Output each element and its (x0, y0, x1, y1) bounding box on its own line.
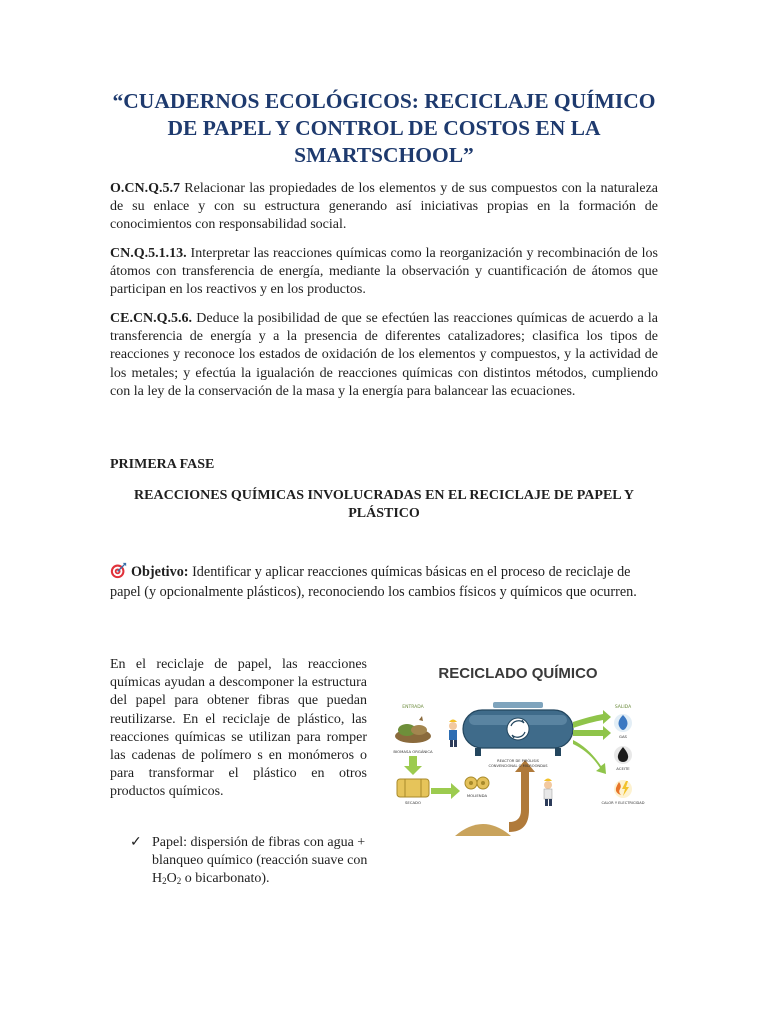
grinder-icon (465, 777, 489, 789)
objective-paragraph-3 (110, 310, 658, 401)
objective-paragraph-2 (110, 245, 658, 300)
objective-text: Relacionar las propiedades de los elementos y de sus compuestos con la naturaleza de su enlace y con su estructura generando así iniciativas propias en la formación de conocimientos con responsabilidad social. (110, 181, 658, 233)
checklist-text-end: o bicarbonato). (181, 871, 270, 887)
heat-electricity-icon (614, 780, 632, 798)
label-biomasa: BIOMASA ORGÁNICA (393, 749, 433, 754)
label-calor: CALOR Y ELECTRICIDAD (601, 801, 645, 805)
objective-text: Deduce la posibilidad de que se efectúen las reacciones químicas de acuerdo a la transferencia de energía y a la presencia de diferentes catalizadores; clasifica los tipos de reacciones y reconoce los estados de oxidación de los elementos y compuestos, y la actividad de los metales; y efectúa la igualación de reacciones químicas con distintos métodos, cumpliendo con la ley de la conservación de la masa y la energía para balancear las ecuaciones. (110, 311, 658, 399)
arrow-to-energy-icon (573, 740, 606, 774)
label-aceite: ACEITE (616, 766, 630, 771)
goal-text: Identificar y aplicar reacciones químicas básicas en el proceso de reciclaje de papel (y opcionalmente plásticos), reconociendo los cambios físicos y químicos que ocurren. (110, 564, 637, 600)
subscript: 2 (176, 876, 182, 887)
oil-drop-icon (614, 746, 632, 764)
brown-pipe-arrow-icon (509, 760, 535, 832)
subscript: 2 (162, 876, 167, 887)
phase-heading: PRIMERA FASE (110, 457, 215, 472)
goal-label: Objetivo: (131, 564, 189, 580)
chemical-recycling-infographic (383, 652, 653, 842)
arrow-right-icon (431, 783, 460, 799)
worker-icon (449, 720, 457, 748)
checklist-item (130, 834, 370, 891)
arrow-to-gas-icon (573, 710, 611, 728)
section-subheading: REACCIONES QUÍMICAS INVOLUCRADAS EN EL RECICLAJE DE PAPEL Y PLÁSTICO (134, 488, 634, 521)
body-paragraph: En el reciclaje de papel, las reacciones químicas ayudan a descomponer la estructura del papel para obtener fibras que puedan reutilizarse. En el reciclaje de plástico, las reacciones químicas se utilizan para romper las cadenas de polímero s en monómeros o para transformar el plástico en otros productos químicos. (110, 657, 367, 800)
objective-text: Interpretar las reacciones químicas como la reorganización y recombinación de los átomos con transferencia de energía, mediante la observación y cuantificación de átomos que participan en los reactivos y en los productos. (110, 246, 658, 298)
biomass-pile-icon (395, 716, 431, 743)
dryer-drum-icon (397, 779, 429, 797)
goal-paragraph (110, 562, 658, 602)
checklist-text (152, 834, 370, 891)
checklist-text-mid: O (166, 871, 177, 887)
objective-paragraph-1 (110, 180, 658, 235)
gas-flame-icon (614, 714, 632, 732)
label-salida: SALIDA (614, 705, 632, 710)
ground-material-pile-icon (455, 824, 511, 836)
label-reactor-2: CONVENCIONAL O MICROONDAS (488, 764, 548, 768)
label-gas: GAS (619, 734, 627, 739)
document-title: “CUADERNOS ECOLÓGICOS: RECICLAJE QUÍMICO DE PAPEL Y CONTROL DE COSTOS EN LA SMARTSCHOOL” (112, 89, 656, 167)
objective-code: O.CN.Q.5.7 (110, 181, 180, 196)
worker-icon (544, 779, 552, 807)
label-reactor-1: REACTOR DE PIRÓLISIS (497, 759, 539, 763)
label-molienda: MOLIENDA (466, 793, 488, 798)
target-icon (110, 562, 127, 579)
objective-code: CE.CN.Q.5.6. (110, 311, 193, 326)
label-entrada: ENTRADA (402, 705, 424, 710)
infographic-title: RECICLADO QUÍMICO (438, 665, 598, 682)
arrow-down-icon (404, 756, 422, 775)
checkmark-icon: ✓ (130, 835, 142, 850)
objective-code: CN.Q.5.1.13. (110, 246, 187, 261)
pyrolysis-reactor-icon (463, 702, 573, 756)
arrow-to-oil-icon (573, 726, 611, 740)
label-secado: SECADO (405, 800, 421, 805)
checklist-text-start: Papel: dispersión de fibras con agua + blanqueo químico (reacción suave con H (152, 835, 368, 887)
